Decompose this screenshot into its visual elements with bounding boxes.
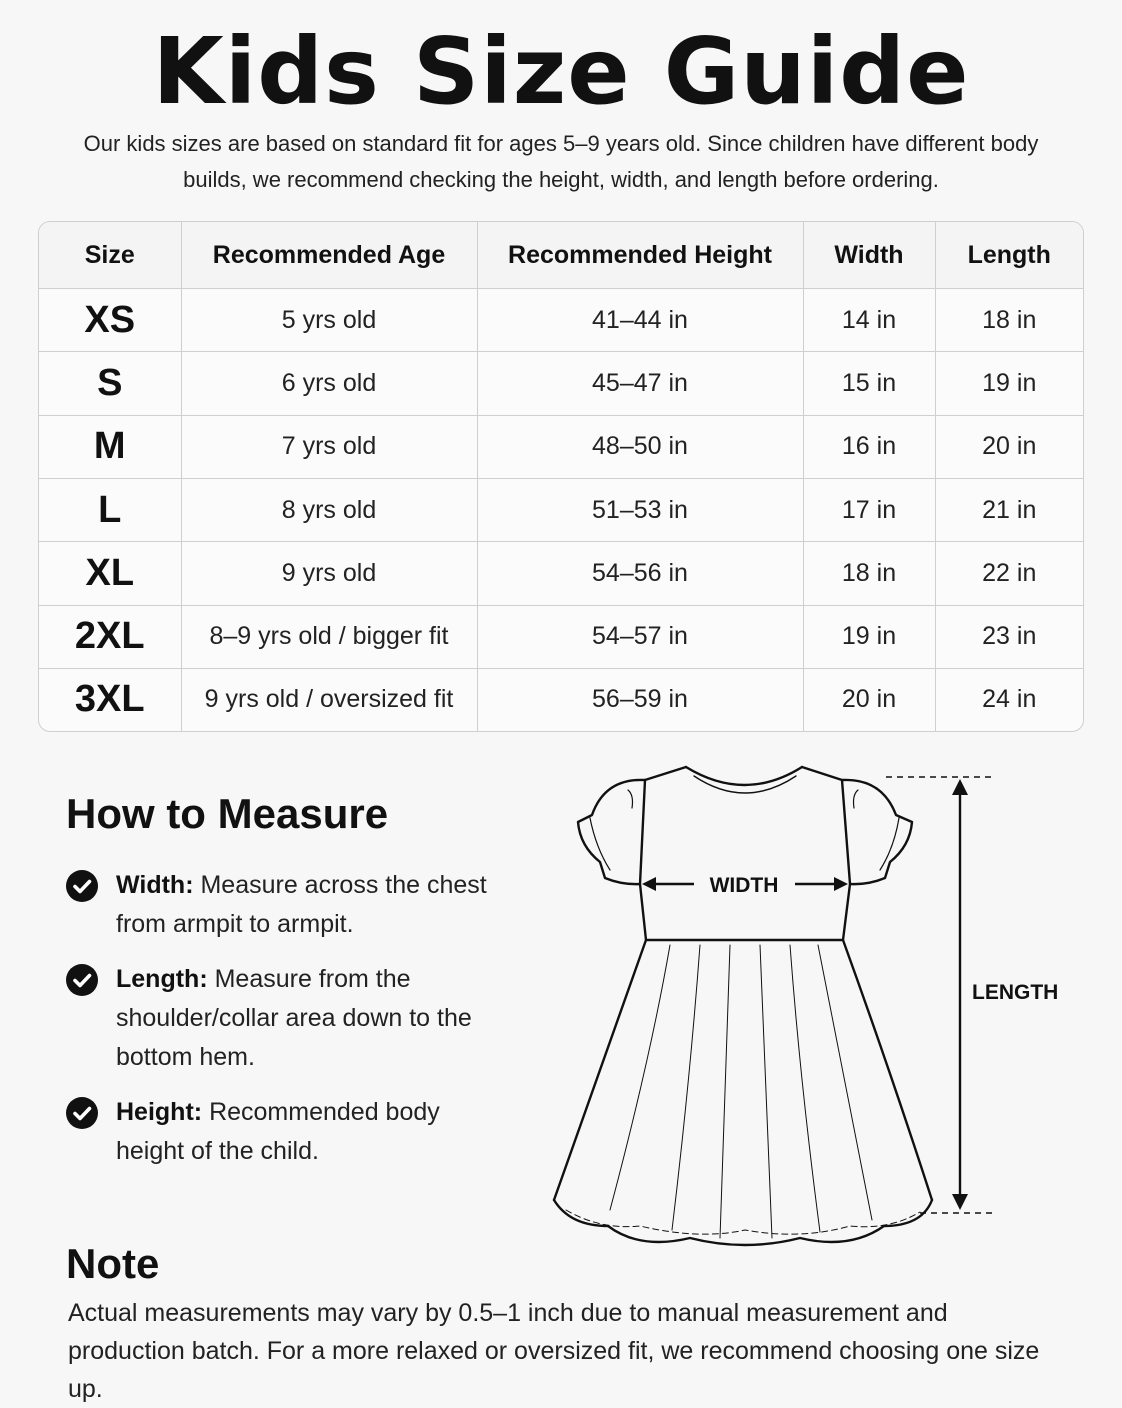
check-circle-icon (66, 1097, 98, 1129)
table-row (39, 478, 1083, 541)
table-row (39, 289, 1083, 352)
age-cell: 6 yrs old (181, 352, 477, 415)
height-cell: 41–44 in (477, 289, 803, 352)
table-row (39, 668, 1083, 731)
height-cell: 56–59 in (477, 668, 803, 731)
height-cell: 54–56 in (477, 542, 803, 605)
width-label: WIDTH (709, 874, 779, 897)
size-table (38, 221, 1084, 732)
check-circle-icon (66, 964, 98, 996)
how-to-measure-heading: How to Measure (66, 790, 389, 837)
length-label: LENGTH (972, 981, 1059, 1004)
table-row (39, 352, 1083, 415)
length-cell: 18 in (935, 289, 1083, 352)
page-title: Kids Size Guide (152, 18, 970, 125)
measure-item-length (66, 960, 506, 1077)
measure-term: Width: (116, 871, 194, 899)
table-header-row (39, 222, 1083, 289)
measure-term: Length: (116, 965, 208, 993)
measure-term: Height: (116, 1098, 203, 1126)
width-cell: 18 in (803, 542, 935, 605)
dress-diagram (540, 755, 1060, 1255)
height-cell: 45–47 in (477, 352, 803, 415)
size-cell: L (39, 478, 181, 541)
measure-desc: Measure from the shoulder/collar area down to the bottom hem. (116, 965, 472, 1071)
size-cell: S (39, 352, 181, 415)
table-row (39, 605, 1083, 668)
age-cell: 8–9 yrs old / bigger fit (181, 605, 477, 668)
note-text: Actual measurements may vary by 0.5–1 inch due to manual measurement and production batch. For a more relaxed or oversized fit, we recommend choosing one size up. (68, 1299, 1040, 1403)
age-cell: 9 yrs old (181, 542, 477, 605)
width-cell: 20 in (803, 668, 935, 731)
table-row (39, 542, 1083, 605)
measure-item-width (66, 866, 506, 944)
measure-desc: Recommended body height of the child. (116, 1098, 440, 1165)
length-cell: 19 in (935, 352, 1083, 415)
length-cell: 21 in (935, 478, 1083, 541)
measure-list (66, 866, 506, 1171)
size-cell: XL (39, 542, 181, 605)
length-cell: 20 in (935, 415, 1083, 478)
table-row (39, 415, 1083, 478)
size-cell: 2XL (39, 605, 181, 668)
dress-outline-icon (554, 767, 932, 1245)
age-cell: 9 yrs old / oversized fit (181, 668, 477, 731)
length-cell: 24 in (935, 668, 1083, 731)
size-cell: M (39, 415, 181, 478)
age-cell: 8 yrs old (181, 478, 477, 541)
length-cell: 22 in (935, 542, 1083, 605)
age-cell: 7 yrs old (181, 415, 477, 478)
width-cell: 14 in (803, 289, 935, 352)
width-cell: 16 in (803, 415, 935, 478)
size-cell: 3XL (39, 668, 181, 731)
note-heading: Note (66, 1240, 160, 1287)
height-cell: 54–57 in (477, 605, 803, 668)
age-cell: 5 yrs old (181, 289, 477, 352)
height-cell: 48–50 in (477, 415, 803, 478)
height-cell: 51–53 in (477, 478, 803, 541)
header-age: Recommended Age (181, 222, 477, 289)
measure-desc: Measure across the chest from armpit to armpit. (116, 871, 487, 938)
measure-item-height (66, 1093, 506, 1171)
width-cell: 17 in (803, 478, 935, 541)
length-cell: 23 in (935, 605, 1083, 668)
size-cell: XS (39, 289, 181, 352)
width-cell: 15 in (803, 352, 935, 415)
header-height: Recommended Height (477, 222, 803, 289)
header-width: Width (803, 222, 935, 289)
check-circle-icon (66, 870, 98, 902)
header-length: Length (935, 222, 1083, 289)
intro-text: Our kids sizes are based on standard fit for ages 5–9 years old. Since children have different body builds, we recommend checking the height, width, and length before ordering. (83, 131, 1039, 192)
width-cell: 19 in (803, 605, 935, 668)
header-size: Size (39, 222, 181, 289)
